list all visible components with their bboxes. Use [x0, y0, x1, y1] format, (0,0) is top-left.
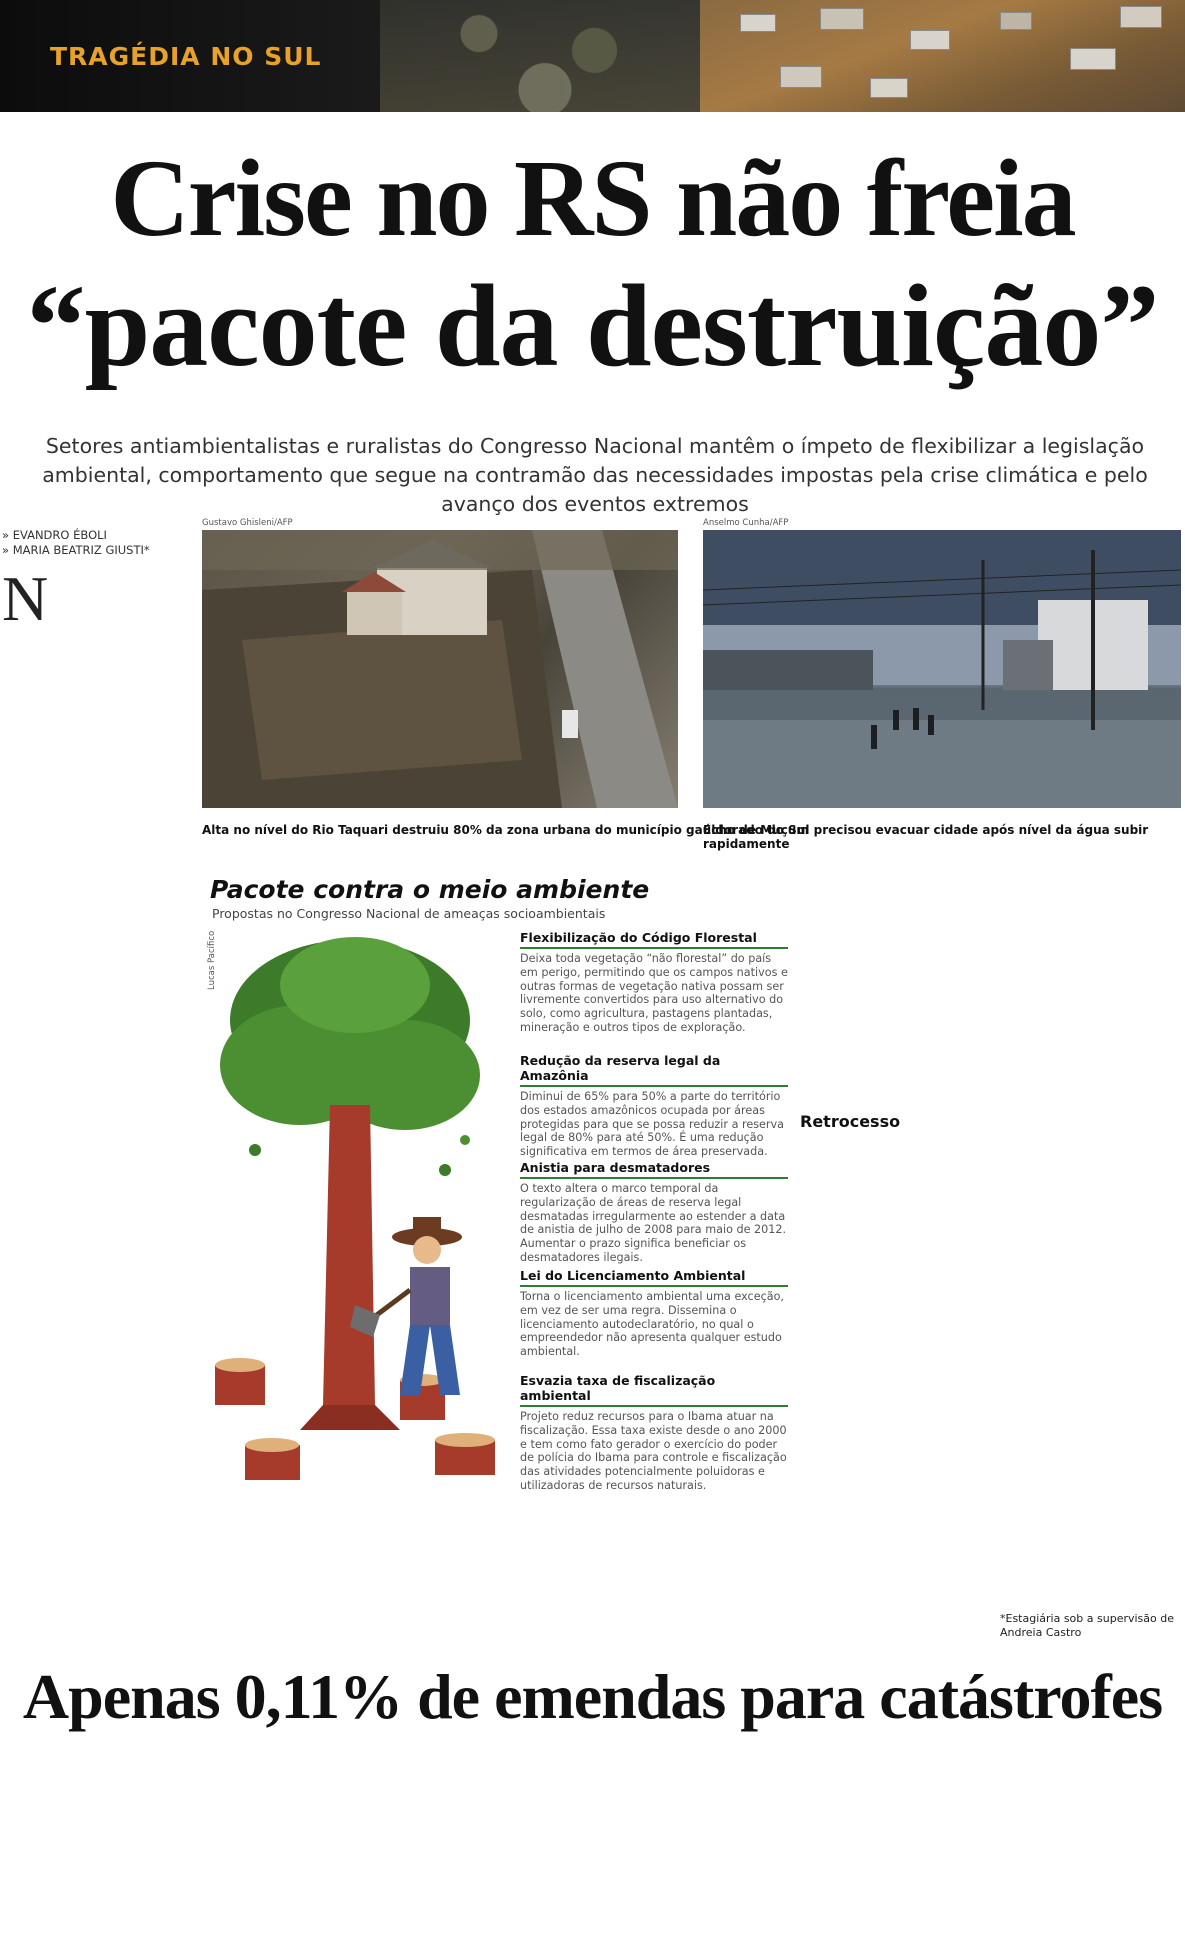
infographic-title: Pacote contra o meio ambiente [210, 875, 650, 904]
footnote [1000, 1612, 1180, 1640]
item-title: Anistia para desmatadores [520, 1160, 788, 1179]
item-text: Torna o licenciamento ambiental uma exceção, em vez de ser uma regra. Dissemina o licenciamento autodeclaratório, no qual o empreendedor não apresenta qualquer estudo ambiental. [520, 1290, 784, 1359]
article2-column-2 [202, 1749, 387, 1934]
infographic-item [520, 1373, 788, 1493]
banner-roof [820, 8, 864, 30]
body-column-4 [598, 1518, 783, 1643]
photo-mucum-illustration [202, 530, 678, 808]
banner-roof [870, 78, 908, 98]
banner-roof [1070, 48, 1116, 70]
footnote-text: *Estagiária sob a supervisão de Andreia Castro [1000, 1612, 1174, 1639]
item-text: Projeto reduz recursos para o Ibama atuar na fiscalização. Essa taxa existe desde o ano 2000 e tem como fato gerador o exercício do poder de polícia do Ibama para controle e fiscalização das atividades potencialmente poluidoras e utilizadoras de recursos naturais. [520, 1410, 787, 1492]
item-text: Deixa toda vegetação “não florestal” do país em perigo, permitindo que os campos nativos e outras formas de vegetação nativa possam ser livremente convertidos para uso alternativo do solo, como agricultura, pastagens plantadas, mineração e outros tipos de exploração. [520, 952, 788, 1034]
byline [2, 528, 150, 558]
photo-eldorado-illustration [703, 530, 1181, 808]
headline-line-1: Crise no RS não freia [110, 137, 1075, 259]
article2-column-4 [598, 1749, 783, 1934]
photo-eldorado-flood [703, 530, 1181, 808]
body-column-3 [400, 1518, 585, 1643]
photo-credit: Anselmo Cunha/AFP [703, 518, 789, 528]
photo-credit: Gustavo Ghisleni/AFP [202, 518, 293, 528]
infographic-item [520, 1053, 788, 1159]
photo-caption: Eldorado do Sul precisou evacuar cidade após nível da água subir rapidamente [703, 823, 1149, 851]
infographic-item [520, 1268, 788, 1359]
body-column-1 [2, 570, 187, 1620]
infographic-item [520, 1160, 788, 1265]
dropcap: N [2, 570, 49, 634]
item-title: Esvazia taxa de fiscalização ambiental [520, 1373, 788, 1407]
infographic-item [520, 930, 788, 1035]
banner-flood-photo [700, 0, 1185, 112]
body-column-7 [1000, 870, 1180, 1605]
headline-2: Apenas 0,11% de emendas para catástrofes [22, 1661, 1163, 1732]
photo-caption: Alta no nível do Rio Taquari destruiu 80% da zona urbana do município gaúcho de Muçum [202, 823, 809, 837]
illustrator-credit: Lucas Pacífico [207, 930, 217, 990]
banner-roof [910, 30, 950, 50]
section-tag: TRAGÉDIA NO SUL [50, 42, 322, 71]
banner-roof [780, 66, 822, 88]
article2-column-1 [2, 1749, 187, 1934]
subhead: Setores antiambientalistas e ruralistas do Congresso Nacional mantêm o ímpeto de flexibilizar a legislação ambiental, comportamento que segue na contramão das necessidades impostas pela crise climática e pelo avanço dos eventos extremos [42, 434, 1148, 516]
body-column-2 [202, 1518, 387, 1643]
banner-roof [1120, 6, 1162, 28]
banner-rescue-photo [380, 0, 710, 112]
photo-mucum-flood [202, 530, 678, 808]
infographic-subtitle: Propostas no Congresso Nacional de ameaças socioambientais [212, 906, 606, 921]
body-column-5 [800, 870, 985, 1107]
banner-roof [1000, 12, 1032, 30]
subheading-retrocesso: Retrocesso [800, 1112, 901, 1131]
banner-roof [740, 14, 776, 32]
tree-illustration [205, 925, 515, 1485]
article2-column-6 [1000, 1749, 1180, 1934]
headline-line-2: “pacote da destruição” [26, 260, 1159, 391]
item-text: O texto altera o marco temporal da regularização de áreas de reserva legal desmatadas irregularmente ao estender a data de anistia de julho de 2008 para maio de 2012. Aumentar o prazo significa beneficiar os desmatadores ilegais. [520, 1182, 787, 1264]
article2-column-3 [400, 1749, 585, 1934]
item-title: Redução da reserva legal da Amazônia [520, 1053, 788, 1087]
byline-author: » MARIA BEATRIZ GIUSTI* [2, 543, 150, 557]
top-banner [0, 0, 1185, 112]
byline-author: » EVANDRO ÉBOLI [2, 528, 107, 542]
item-title: Flexibilização do Código Florestal [520, 930, 788, 949]
item-text: Diminui de 65% para 50% a parte do território dos estados amazônicos ocupada por áreas protegidas para que se possa reduzir a reserva legal de 80% para até 50%. É uma redução significativa em termos de área preservada. [520, 1090, 785, 1159]
item-title: Lei do Licenciamento Ambiental [520, 1268, 788, 1287]
article2-column-5 [800, 1749, 985, 1934]
body-column-6 [800, 1137, 985, 1642]
